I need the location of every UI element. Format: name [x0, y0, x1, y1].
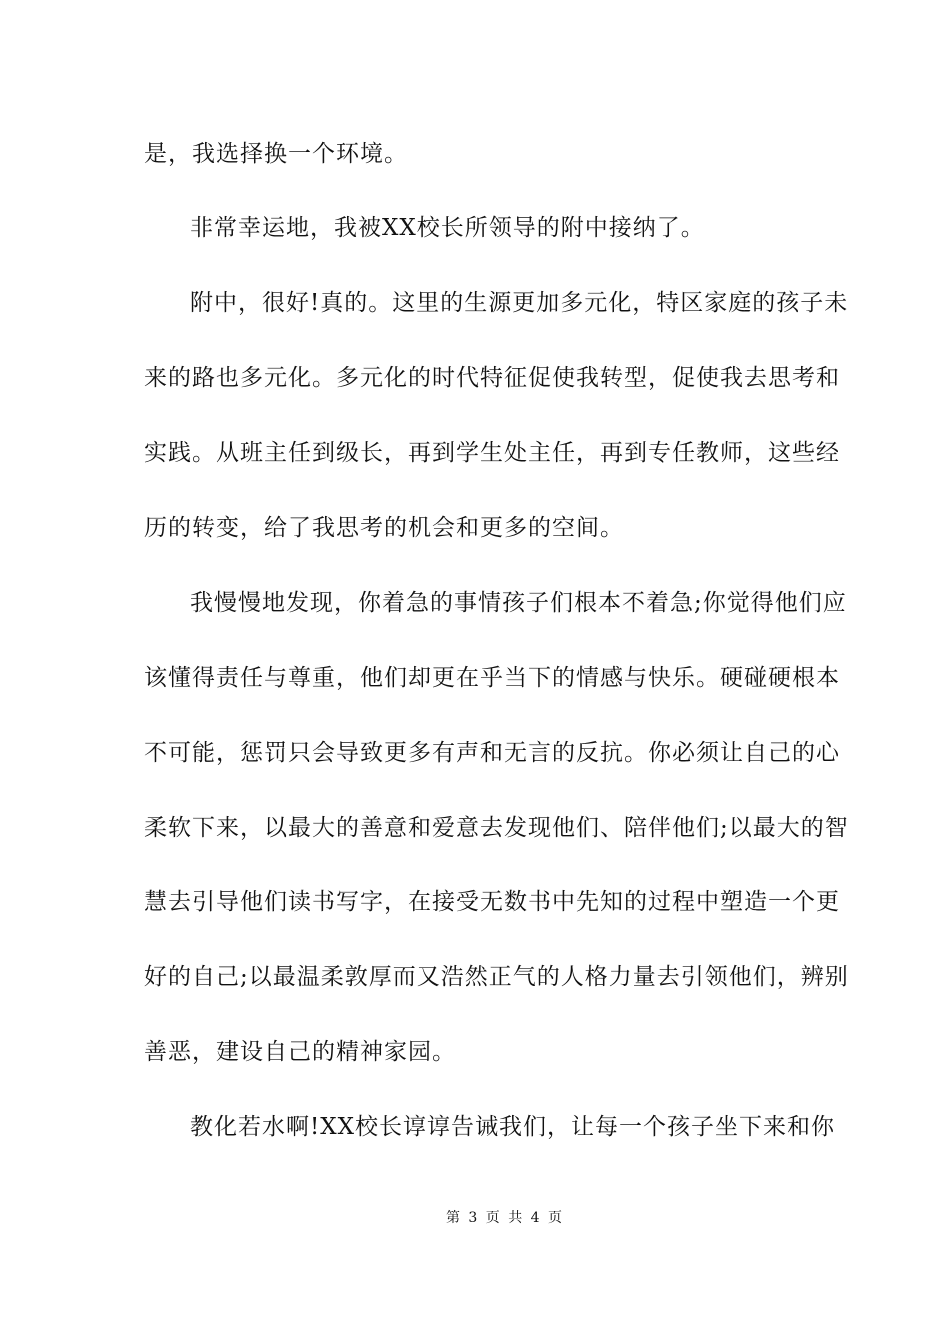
text-line: 不可能，惩罚只会导致更多有声和无言的反抗。你必须让自己的心 [144, 740, 840, 766]
text-line: 是，我选择换一个环境。 [144, 141, 408, 167]
paragraph-first-line: 我慢慢地发现，你着急的事情孩子们根本不着急;你觉得他们应 [190, 590, 847, 616]
text-line: 该懂得责任与尊重，他们却更在乎当下的情感与快乐。硬碰硬根本 [144, 665, 840, 691]
text-line: 好的自己;以最温柔敦厚而又浩然正气的人格力量去引领他们，辨别 [144, 964, 849, 990]
paragraph-first-line: 附中，很好!真的。这里的生源更加多元化，特区家庭的孩子未 [190, 290, 849, 316]
page-number-footer: 第 3 页 共 4 页 [445, 1210, 565, 1226]
text-line: 来的路也多元化。多元化的时代特征促使我转型，促使我去思考和 [144, 365, 840, 391]
text-line: 历的转变，给了我思考的机会和更多的空间。 [144, 515, 624, 541]
text-line: 实践。从班主任到级长，再到学生处主任，再到专任教师，这些经 [144, 440, 840, 466]
paragraph-first-line: 教化若水啊!XX校长谆谆告诫我们，让每一个孩子坐下来和你 [190, 1114, 835, 1140]
text-line: 慧去引导他们读书写字，在接受无数书中先知的过程中塑造一个更 [144, 889, 840, 915]
text-line: 柔软下来，以最大的善意和爱意去发现他们、陪伴他们;以最大的智 [144, 815, 849, 841]
text-line: 善恶，建设自己的精神家园。 [144, 1039, 456, 1065]
paragraph-first-line: 非常幸运地，我被XX校长所领导的附中接纳了。 [190, 215, 705, 241]
